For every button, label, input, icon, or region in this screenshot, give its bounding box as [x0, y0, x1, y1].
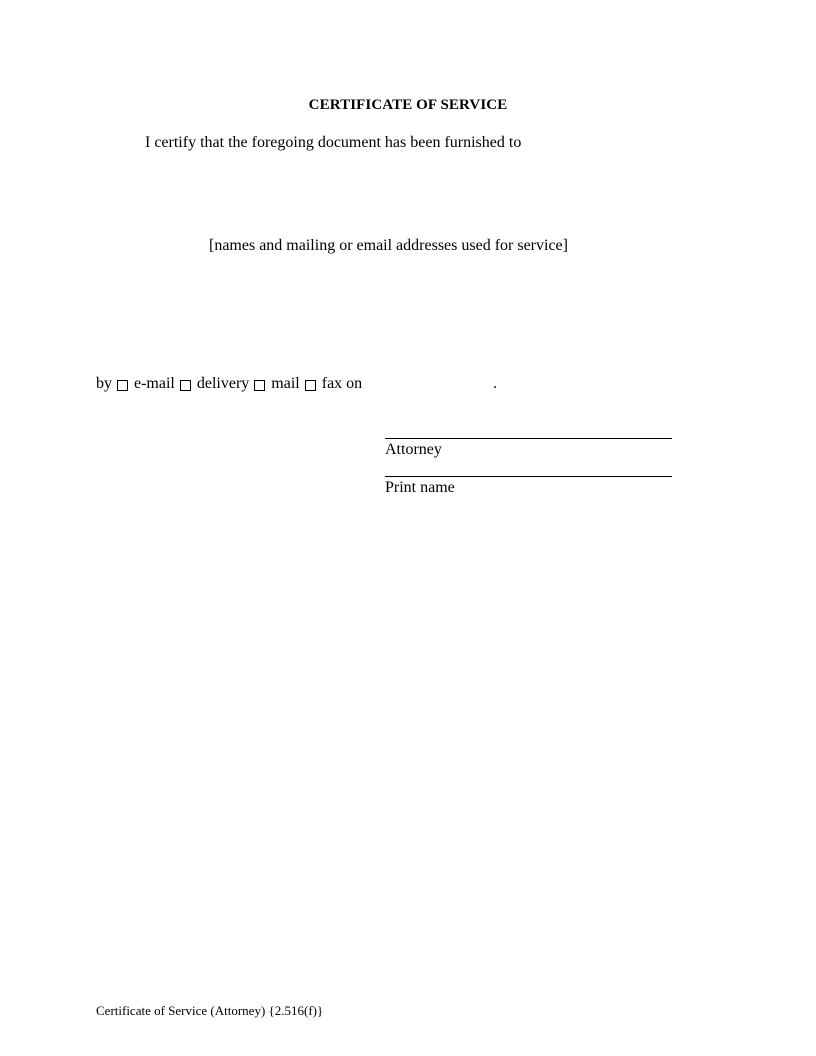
delivery-checkbox-icon[interactable]	[180, 380, 191, 391]
service-method-line	[96, 375, 362, 393]
date-field-end-period: .	[493, 375, 497, 392]
email-checkbox-icon[interactable]	[117, 380, 128, 391]
form-footer: Certificate of Service (Attorney) {2.516(f)}	[96, 1003, 324, 1018]
print-name-label: Print name	[385, 479, 455, 496]
fax-checkbox-icon[interactable]	[305, 380, 316, 391]
attorney-signature-line[interactable]	[385, 438, 672, 439]
mail-checkbox-icon[interactable]	[254, 380, 265, 391]
service-prefix: by	[96, 375, 112, 392]
certification-statement: I certify that the foregoing document has been furnished to	[145, 134, 522, 151]
document-title: CERTIFICATE OF SERVICE	[308, 97, 508, 113]
attorney-signature-label: Attorney	[385, 441, 442, 458]
print-name-line[interactable]	[385, 476, 672, 477]
mail-option-label: mail	[271, 375, 300, 392]
email-option-label: e-mail	[134, 375, 175, 392]
recipients-placeholder: [names and mailing or email addresses used for service]	[209, 237, 568, 254]
fax-option-label: fax on	[321, 375, 363, 392]
delivery-option-label: delivery	[196, 375, 250, 392]
